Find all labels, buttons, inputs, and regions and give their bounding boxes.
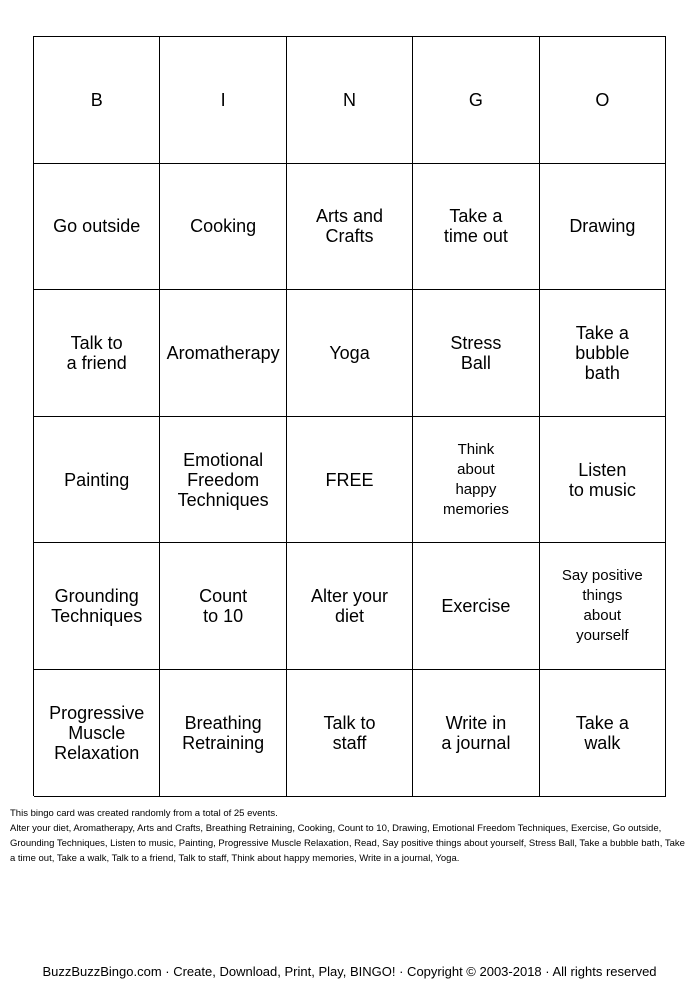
cell-text: Count to 10 [199, 586, 248, 627]
cell-text: Drawing [569, 216, 636, 237]
grid-cell [413, 290, 539, 417]
grid-cell [34, 543, 160, 670]
events-note-summary: This bingo card was created randomly from a total of 25 events. [10, 808, 278, 819]
events-note-list: Alter your diet, Aromatherapy, Arts and Crafts, Breathing Retraining, Cooking, Count to 10, Drawing, Emotional Freedom Techniques, Exercise, Go outside, Grounding Techniques, Listen to music, Painting, Progressive Muscle Relaxation, Read, Say positive things about yourself, Stress Ball, Take a bubble bath, Take a time out, Take a walk, Talk to a friend, Talk to staff, Think about happy memories, Write in a journal, Yoga. [10, 823, 685, 864]
cell-text: Arts and Crafts [315, 206, 384, 247]
header-cell-n: N [287, 37, 413, 164]
grid-cell [160, 543, 286, 670]
cell-text: Go outside [53, 216, 141, 237]
cell-text: FREE [325, 469, 374, 490]
grid-cell [540, 290, 666, 417]
grid-cell [413, 543, 539, 670]
grid-cell [34, 670, 160, 797]
cell-text: Stress Ball [450, 332, 502, 373]
grid-row-1 [34, 164, 666, 291]
free-space-cell [287, 417, 413, 544]
grid-cell [160, 417, 286, 544]
cell-text: Yoga [329, 342, 370, 363]
cell-text: Talk to a friend [66, 332, 127, 373]
grid-cell [287, 290, 413, 417]
header-cell-g: G [413, 37, 539, 164]
footer-copyright: BuzzBuzzBingo.com · Create, Download, Print, Play, BINGO! · Copyright © 2003-2018 · All rights reserved [42, 964, 657, 979]
grid-cell [34, 164, 160, 291]
grid-row-5 [34, 670, 666, 797]
bingo-card [33, 36, 666, 796]
grid-cell [287, 543, 413, 670]
cell-text: Emotional Freedom Techniques [177, 449, 269, 510]
grid-cell [34, 417, 160, 544]
grid-row-3 [34, 417, 666, 544]
grid-cell [160, 290, 286, 417]
header-cell-i: I [160, 37, 286, 164]
header-cell-b: B [34, 37, 160, 164]
grid-cell [540, 543, 666, 670]
grid-cell [540, 164, 666, 291]
cell-text: Take a walk [575, 712, 629, 753]
cell-text: Progressive Muscle Relaxation [49, 702, 145, 763]
grid-cell [160, 670, 286, 797]
header-cell-o: O [540, 37, 666, 164]
grid-cell [413, 164, 539, 291]
header-row [34, 37, 666, 164]
cell-text: Exercise [441, 596, 511, 617]
grid-cell [413, 417, 539, 544]
cell-text: Grounding Techniques [51, 586, 143, 627]
cell-text: Aromatherapy [166, 342, 280, 363]
cell-text: Breathing Retraining [182, 712, 265, 753]
cell-text: Alter your diet [311, 586, 389, 627]
grid-row-2 [34, 290, 666, 417]
grid-cell [34, 290, 160, 417]
grid-cell [413, 670, 539, 797]
grid-row-4 [34, 543, 666, 670]
cell-text: Talk to staff [323, 712, 376, 753]
cell-text: Write in a journal [441, 712, 511, 753]
grid-cell [540, 417, 666, 544]
grid-cell [287, 164, 413, 291]
cell-text: Take a bubble bath [575, 322, 630, 383]
events-note [10, 806, 692, 866]
grid-cell [540, 670, 666, 797]
cell-text: Listen to music [568, 459, 636, 500]
cell-text: Think about happy memories [442, 440, 509, 518]
cell-text: Painting [64, 469, 130, 490]
grid-cell [160, 164, 286, 291]
cell-text: Take a time out [443, 206, 508, 247]
cell-text: Cooking [190, 216, 257, 237]
cell-text: Say positive things about yourself [561, 567, 643, 645]
grid-cell [287, 670, 413, 797]
